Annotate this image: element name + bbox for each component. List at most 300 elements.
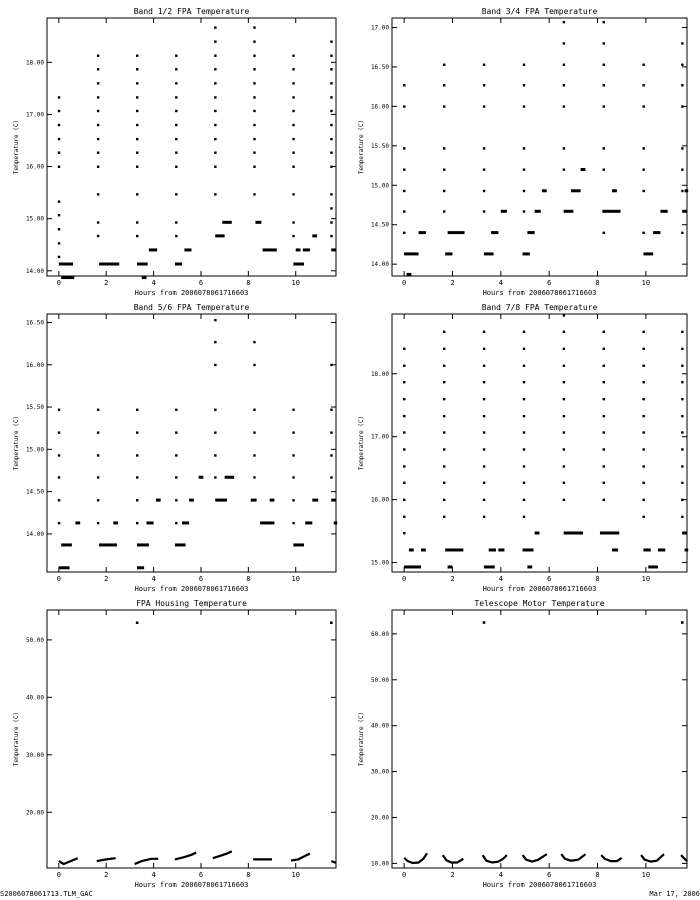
data-run	[535, 531, 540, 534]
data-point	[563, 381, 565, 383]
data-point	[443, 516, 445, 518]
data-point	[603, 348, 605, 350]
x-tick-label: 10	[291, 575, 300, 583]
data-point	[443, 331, 445, 333]
data-point	[330, 364, 332, 366]
data-point	[58, 200, 60, 202]
y-tick-label: 10.00	[370, 860, 389, 868]
data-run	[61, 276, 74, 279]
series-line	[443, 855, 464, 862]
data-point	[97, 476, 99, 478]
data-point	[603, 147, 605, 149]
y-tick-label: 16.00	[25, 163, 44, 171]
data-run	[498, 548, 504, 551]
data-point	[681, 499, 683, 501]
chart-panel	[13, 303, 337, 593]
outlier-point	[330, 621, 333, 624]
data-point	[603, 168, 605, 170]
data-point	[214, 454, 216, 456]
data-run	[334, 521, 338, 524]
data-point	[330, 68, 332, 70]
y-tick-label: 14.50	[25, 488, 44, 496]
data-point	[681, 232, 683, 234]
data-point	[58, 431, 60, 433]
x-tick-label: 2	[450, 871, 455, 879]
data-point	[523, 105, 525, 107]
data-run	[404, 565, 421, 568]
data-point	[175, 82, 177, 84]
data-point	[175, 151, 177, 153]
data-point	[330, 151, 332, 153]
data-point	[403, 84, 405, 86]
x-tick-label: 8	[246, 575, 251, 583]
data-point	[136, 55, 138, 57]
series-line	[641, 854, 664, 861]
data-point	[483, 448, 485, 450]
data-point	[97, 96, 99, 98]
data-point	[443, 105, 445, 107]
data-point	[292, 96, 294, 98]
data-point	[292, 454, 294, 456]
data-point	[253, 124, 255, 126]
data-run	[542, 189, 547, 192]
data-point	[642, 415, 644, 417]
data-point	[403, 232, 405, 234]
series-line	[213, 851, 232, 858]
series-line	[175, 853, 196, 860]
data-point	[97, 522, 99, 524]
data-point	[253, 454, 255, 456]
data-run	[571, 189, 581, 192]
data-run	[527, 565, 532, 568]
data-point	[136, 124, 138, 126]
data-point	[443, 465, 445, 467]
data-point	[214, 26, 216, 28]
data-point	[330, 193, 332, 195]
data-point	[642, 190, 644, 192]
data-point	[58, 166, 60, 168]
data-point	[483, 105, 485, 107]
data-point	[292, 221, 294, 223]
data-point	[214, 96, 216, 98]
data-point	[403, 147, 405, 149]
data-point	[603, 381, 605, 383]
data-run	[305, 521, 312, 524]
y-tick-label: 17.00	[370, 433, 389, 441]
data-point	[58, 454, 60, 456]
data-point	[330, 96, 332, 98]
data-point	[175, 110, 177, 112]
data-run	[156, 499, 161, 502]
data-point	[97, 409, 99, 411]
x-tick-label: 6	[547, 279, 552, 287]
data-point	[292, 193, 294, 195]
data-point	[563, 64, 565, 66]
data-point	[292, 151, 294, 153]
data-point	[681, 398, 683, 400]
data-run	[215, 499, 227, 502]
x-tick-label: 10	[291, 871, 300, 879]
data-point	[523, 331, 525, 333]
y-tick-label: 18.00	[25, 59, 44, 67]
y-tick-label: 40.00	[370, 722, 389, 730]
data-point	[175, 431, 177, 433]
data-run	[331, 248, 336, 251]
data-point	[292, 166, 294, 168]
data-point	[642, 64, 644, 66]
data-point	[603, 415, 605, 417]
data-point	[483, 348, 485, 350]
data-run	[199, 476, 204, 479]
data-point	[443, 147, 445, 149]
data-point	[214, 431, 216, 433]
data-point	[330, 82, 332, 84]
series-line	[135, 859, 159, 864]
data-point	[136, 82, 138, 84]
data-point	[443, 482, 445, 484]
data-point	[175, 124, 177, 126]
data-point	[403, 482, 405, 484]
data-point	[175, 166, 177, 168]
data-point	[253, 110, 255, 112]
data-run	[331, 499, 336, 502]
y-tick-label: 15.50	[370, 142, 389, 150]
data-point	[563, 21, 565, 23]
data-point	[563, 431, 565, 433]
data-point	[443, 348, 445, 350]
data-point	[563, 105, 565, 107]
data-point	[136, 151, 138, 153]
data-point	[523, 448, 525, 450]
data-point	[214, 193, 216, 195]
x-tick-label: 0	[56, 575, 61, 583]
data-point	[642, 499, 644, 501]
data-point	[136, 166, 138, 168]
data-point	[642, 365, 644, 367]
data-point	[563, 168, 565, 170]
data-point	[253, 26, 255, 28]
x-tick-label: 4	[498, 575, 503, 583]
data-point	[403, 168, 405, 170]
data-point	[443, 499, 445, 501]
y-tick-label: 15.50	[25, 404, 44, 412]
data-point	[603, 431, 605, 433]
data-point	[253, 476, 255, 478]
data-point	[603, 365, 605, 367]
x-tick-label: 6	[547, 575, 552, 583]
data-point	[563, 398, 565, 400]
data-run	[600, 531, 619, 534]
data-run	[685, 548, 689, 551]
y-tick-label: 16.00	[370, 496, 389, 504]
data-run	[175, 543, 186, 546]
data-point	[642, 331, 644, 333]
data-point	[214, 138, 216, 140]
data-point	[97, 499, 99, 501]
y-tick-label: 16.00	[370, 103, 389, 111]
plot-frame	[392, 18, 687, 276]
data-point	[523, 348, 525, 350]
data-point	[642, 448, 644, 450]
data-point	[403, 499, 405, 501]
y-tick-label: 50.00	[370, 676, 389, 684]
data-point	[136, 110, 138, 112]
data-point	[483, 516, 485, 518]
data-point	[483, 465, 485, 467]
data-point	[681, 147, 683, 149]
data-point	[58, 522, 60, 524]
data-point	[483, 210, 485, 212]
data-point	[563, 331, 565, 333]
chart-title: FPA Housing Temperature	[136, 599, 247, 608]
data-point	[136, 138, 138, 140]
chart-title: Band 3/4 FPA Temperature	[481, 7, 598, 16]
data-point	[253, 82, 255, 84]
data-point	[642, 431, 644, 433]
data-point	[58, 96, 60, 98]
data-point	[642, 105, 644, 107]
y-tick-label: 40.00	[25, 694, 44, 702]
y-axis-label: Temperature (C)	[358, 119, 365, 175]
data-point	[443, 365, 445, 367]
y-axis-label: Temperature (C)	[13, 119, 20, 175]
x-tick-label: 2	[104, 279, 109, 287]
data-point	[523, 516, 525, 518]
data-point	[603, 331, 605, 333]
x-tick-label: 6	[198, 871, 204, 879]
series-line	[681, 855, 687, 861]
chart-panel	[358, 303, 688, 593]
series-line	[97, 858, 116, 861]
data-point	[214, 110, 216, 112]
data-run	[643, 252, 653, 255]
series-line	[483, 855, 507, 862]
data-point	[642, 381, 644, 383]
data-point	[330, 110, 332, 112]
y-axis-label: Temperature (C)	[13, 415, 20, 471]
data-run	[653, 231, 660, 234]
data-run	[149, 248, 157, 251]
y-tick-label: 14.00	[370, 261, 389, 269]
data-point	[563, 465, 565, 467]
x-tick-label: 4	[151, 871, 156, 879]
data-run	[491, 231, 498, 234]
series-line	[331, 861, 336, 863]
data-run	[660, 210, 667, 213]
data-point	[97, 221, 99, 223]
data-point	[443, 448, 445, 450]
x-tick-label: 6	[547, 871, 552, 879]
data-run	[648, 565, 658, 568]
data-point	[523, 431, 525, 433]
data-point	[97, 193, 99, 195]
data-point	[214, 319, 216, 321]
data-point	[253, 138, 255, 140]
data-point	[681, 168, 683, 170]
chart-panel	[358, 7, 688, 297]
plot-frame	[47, 314, 336, 572]
data-point	[330, 235, 332, 237]
data-point	[681, 431, 683, 433]
data-run	[184, 248, 191, 251]
data-point	[642, 232, 644, 234]
y-tick-label: 50.00	[25, 636, 44, 644]
data-point	[403, 465, 405, 467]
data-point	[523, 482, 525, 484]
plot-frame	[47, 610, 336, 868]
data-point	[523, 147, 525, 149]
y-tick-label: 20.00	[25, 809, 44, 817]
y-tick-label: 15.00	[25, 446, 44, 454]
data-point	[330, 221, 332, 223]
x-tick-label: 8	[595, 279, 600, 287]
y-tick-label: 16.00	[25, 361, 44, 369]
data-run	[643, 548, 650, 551]
data-point	[214, 55, 216, 57]
data-point	[681, 516, 683, 518]
data-point	[58, 110, 60, 112]
data-point	[214, 82, 216, 84]
x-axis-label: Hours from 2006078061716603	[134, 881, 249, 889]
x-tick-label: 8	[246, 871, 251, 879]
x-tick-label: 2	[450, 279, 455, 287]
data-run	[225, 476, 234, 479]
x-tick-label: 2	[104, 575, 109, 583]
x-tick-label: 6	[198, 575, 204, 583]
data-point	[330, 454, 332, 456]
data-point	[403, 190, 405, 192]
data-point	[292, 68, 294, 70]
data-run	[189, 499, 194, 502]
data-point	[443, 398, 445, 400]
x-tick-label: 6	[198, 279, 204, 287]
data-point	[681, 331, 683, 333]
x-tick-label: 10	[291, 279, 300, 287]
data-point	[292, 499, 294, 501]
data-run	[251, 499, 257, 502]
data-run	[99, 543, 117, 546]
data-run	[564, 531, 583, 534]
series-line	[523, 854, 547, 861]
data-point	[603, 232, 605, 234]
data-run	[523, 252, 530, 255]
chart-title: Band 5/6 FPA Temperature	[133, 303, 250, 312]
data-point	[563, 499, 565, 501]
series-line	[291, 854, 310, 861]
data-run	[293, 263, 304, 266]
data-point	[330, 207, 332, 209]
data-point	[214, 124, 216, 126]
data-point	[681, 415, 683, 417]
data-point	[136, 193, 138, 195]
data-point	[642, 465, 644, 467]
data-point	[443, 210, 445, 212]
data-point	[58, 214, 60, 216]
data-point	[136, 522, 138, 524]
data-point	[214, 476, 216, 478]
x-tick-label: 4	[151, 575, 156, 583]
data-run	[658, 548, 665, 551]
data-run	[685, 189, 689, 192]
x-tick-label: 8	[246, 279, 251, 287]
chart-panel	[13, 599, 336, 889]
data-point	[642, 348, 644, 350]
data-point	[214, 166, 216, 168]
data-point	[403, 365, 405, 367]
data-point	[483, 499, 485, 501]
data-point	[58, 242, 60, 244]
y-tick-label: 15.00	[25, 215, 44, 223]
x-tick-label: 10	[641, 575, 651, 583]
plot-frame	[392, 610, 687, 868]
data-run	[535, 210, 541, 213]
data-point	[681, 64, 683, 66]
data-run	[527, 231, 534, 234]
data-point	[214, 68, 216, 70]
data-run	[445, 548, 463, 551]
source-file-label: S2006078061713.TLM_GAC	[0, 890, 93, 898]
x-tick-label: 0	[56, 871, 61, 879]
data-point	[563, 348, 565, 350]
y-tick-label: 14.00	[25, 267, 44, 275]
data-point	[403, 415, 405, 417]
x-axis-label: Hours from 2006078061716603	[482, 585, 597, 593]
data-point	[214, 364, 216, 366]
data-run	[255, 221, 261, 224]
data-point	[97, 82, 99, 84]
data-point	[523, 190, 525, 192]
data-point	[58, 228, 60, 230]
x-tick-label: 4	[498, 279, 503, 287]
data-point	[253, 341, 255, 343]
y-tick-label: 30.00	[25, 751, 44, 759]
y-axis-label: Temperature (C)	[358, 415, 365, 471]
data-point	[563, 314, 565, 316]
x-tick-label: 8	[595, 575, 600, 583]
y-tick-label: 15.00	[370, 559, 389, 567]
outlier-point	[483, 621, 486, 624]
data-point	[292, 55, 294, 57]
data-point	[97, 151, 99, 153]
y-tick-label: 16.50	[370, 63, 389, 71]
data-point	[523, 210, 525, 212]
data-point	[97, 431, 99, 433]
data-run	[296, 248, 301, 251]
data-point	[253, 40, 255, 42]
data-point	[97, 138, 99, 140]
data-point	[175, 221, 177, 223]
data-point	[483, 64, 485, 66]
data-point	[523, 381, 525, 383]
data-point	[443, 168, 445, 170]
data-point	[642, 398, 644, 400]
data-point	[403, 448, 405, 450]
data-point	[292, 82, 294, 84]
x-tick-label: 0	[401, 279, 407, 287]
data-point	[603, 398, 605, 400]
data-point	[681, 42, 683, 44]
data-run	[61, 543, 72, 546]
data-point	[681, 190, 683, 192]
data-point	[292, 522, 294, 524]
x-tick-label: 0	[401, 575, 407, 583]
data-point	[330, 166, 332, 168]
data-run	[445, 252, 452, 255]
data-point	[523, 64, 525, 66]
data-point	[136, 235, 138, 237]
data-point	[443, 431, 445, 433]
data-point	[563, 365, 565, 367]
